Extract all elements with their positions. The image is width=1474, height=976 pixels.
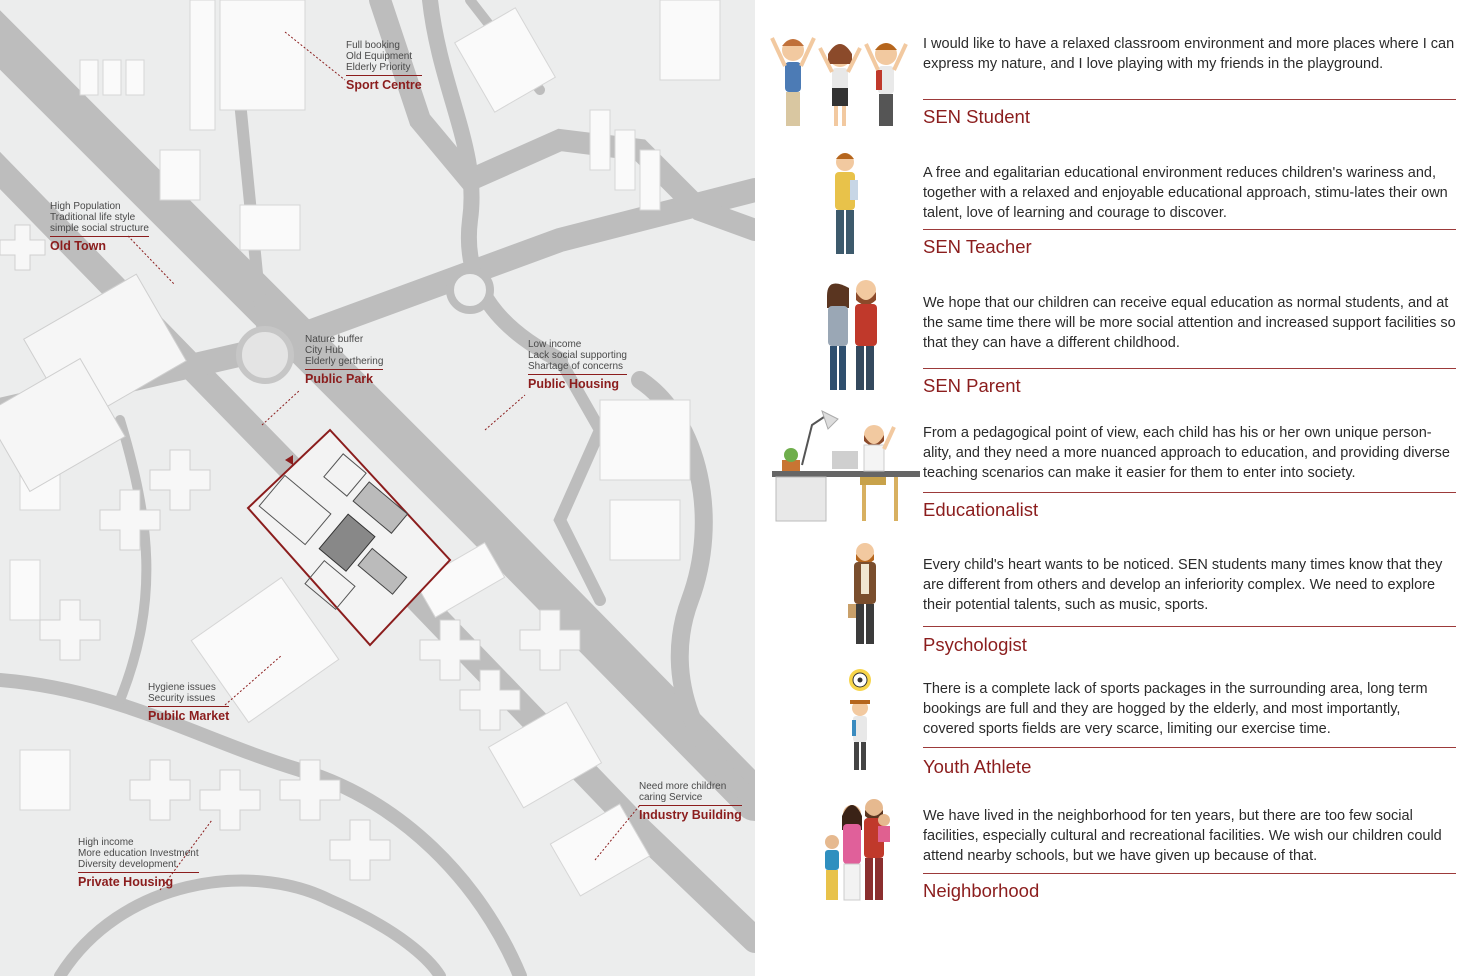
annotation-public-housing: Low income Lack social supporting Shartage of concerns Public Housing	[528, 339, 627, 391]
divider	[923, 368, 1456, 369]
label-public-market: Pubilc Market	[148, 706, 229, 723]
divider	[923, 99, 1456, 100]
role-psychologist: Psychologist	[923, 634, 1027, 655]
annotation-public-park: Nature buffer City Hub Elderly gerthering Public Park	[305, 334, 384, 386]
roundabout	[450, 270, 490, 310]
stakeholder-educationalist	[760, 405, 1474, 523]
teacher-illustration	[820, 150, 870, 260]
role-sen-student: SEN Student	[923, 106, 1030, 127]
role-sen-teacher: SEN Teacher	[923, 236, 1032, 257]
stakeholder-sen-student	[760, 30, 1474, 135]
stakeholder-sen-teacher	[760, 150, 1474, 265]
psychologist-illustration	[842, 540, 888, 650]
quote-youth-athlete: There is a complete lack of sports packages in the surrounding area, long term bookings are full and they are hogged by the elderly, and most importantly, covered sports fields are very scarce, limiting our exercise time.	[923, 681, 1428, 737]
desk-worker-illustration	[772, 405, 920, 523]
role-educationalist: Educationalist	[923, 499, 1039, 520]
annotation-industry-building: Need more children caring Service Industry Building	[639, 781, 742, 822]
divider	[923, 747, 1456, 748]
stakeholder-youth-athlete	[760, 666, 1474, 784]
quote-educationalist: From a pedagogical point of view, each child has his or her own unique person-ality, and they need a more nuanced approach to education, and providing diverse teaching scenarios can make it easier for them to enter into society.	[923, 425, 1450, 481]
stakeholder-panel	[760, 0, 1474, 976]
annotation-old-town: High Population Traditional life style simple social structure Old Town	[50, 201, 149, 253]
quote-sen-student: I would like to have a relaxed classroom environment and more places where I can express my nature, and I love playing with my friends in the playground.	[923, 36, 1455, 72]
label-sport-centre: Sport Centre	[346, 75, 422, 92]
annotation-public-market: Hygiene issues Security issues Pubilc Market	[148, 682, 230, 723]
label-old-town: Old Town	[50, 236, 149, 253]
parents-illustration	[818, 278, 888, 396]
family-illustration	[820, 798, 892, 904]
divider	[923, 229, 1456, 230]
stakeholder-psychologist	[760, 540, 1474, 660]
junction-circle	[239, 329, 291, 381]
divider	[923, 492, 1456, 493]
label-public-housing: Public Housing	[528, 374, 627, 391]
stakeholder-sen-parent	[760, 278, 1474, 398]
quote-sen-teacher: A free and egalitarian educational environment reduces children's wariness and, together with a relaxed and enjoyable educational approach, stimu-lates their own talent, love of learning and courage to discover.	[923, 165, 1448, 221]
athlete-illustration	[844, 666, 876, 778]
role-neighborhood: Neighborhood	[923, 880, 1040, 901]
annotation-sport-centre: Full booking Old Equipment Elderly Priority Sport Centre	[346, 40, 422, 92]
annotation-private-housing: High income More education Investment Diversity development Private Housing	[78, 837, 199, 889]
quote-psychologist: Every child's heart wants to be noticed. SEN students many times know that they are different from others and develop an inferiority complex. We need to explore their potential talents, such as music, sports.	[923, 557, 1443, 613]
label-industry-building: Industry Building	[639, 805, 742, 822]
stakeholder-neighborhood	[760, 796, 1474, 911]
label-private-housing: Private Housing	[78, 872, 199, 889]
quote-sen-parent: We hope that our children can receive equal education as normal students, and at the same time there will be more social attention and increased support facilities so that they can have a different childhood.	[923, 295, 1456, 351]
quote-neighborhood: We have lived in the neighborhood for ten years, but there are too few social facilities, especially cultural and recreational facilities. We wish our children could attend nearby schools, but we have given up because of that.	[923, 808, 1442, 864]
divider	[923, 626, 1456, 627]
label-public-park: Public Park	[305, 369, 383, 386]
role-youth-athlete: Youth Athlete	[923, 756, 1032, 777]
divider	[923, 873, 1456, 874]
three-children-illustration	[768, 30, 913, 130]
role-sen-parent: SEN Parent	[923, 375, 1021, 396]
